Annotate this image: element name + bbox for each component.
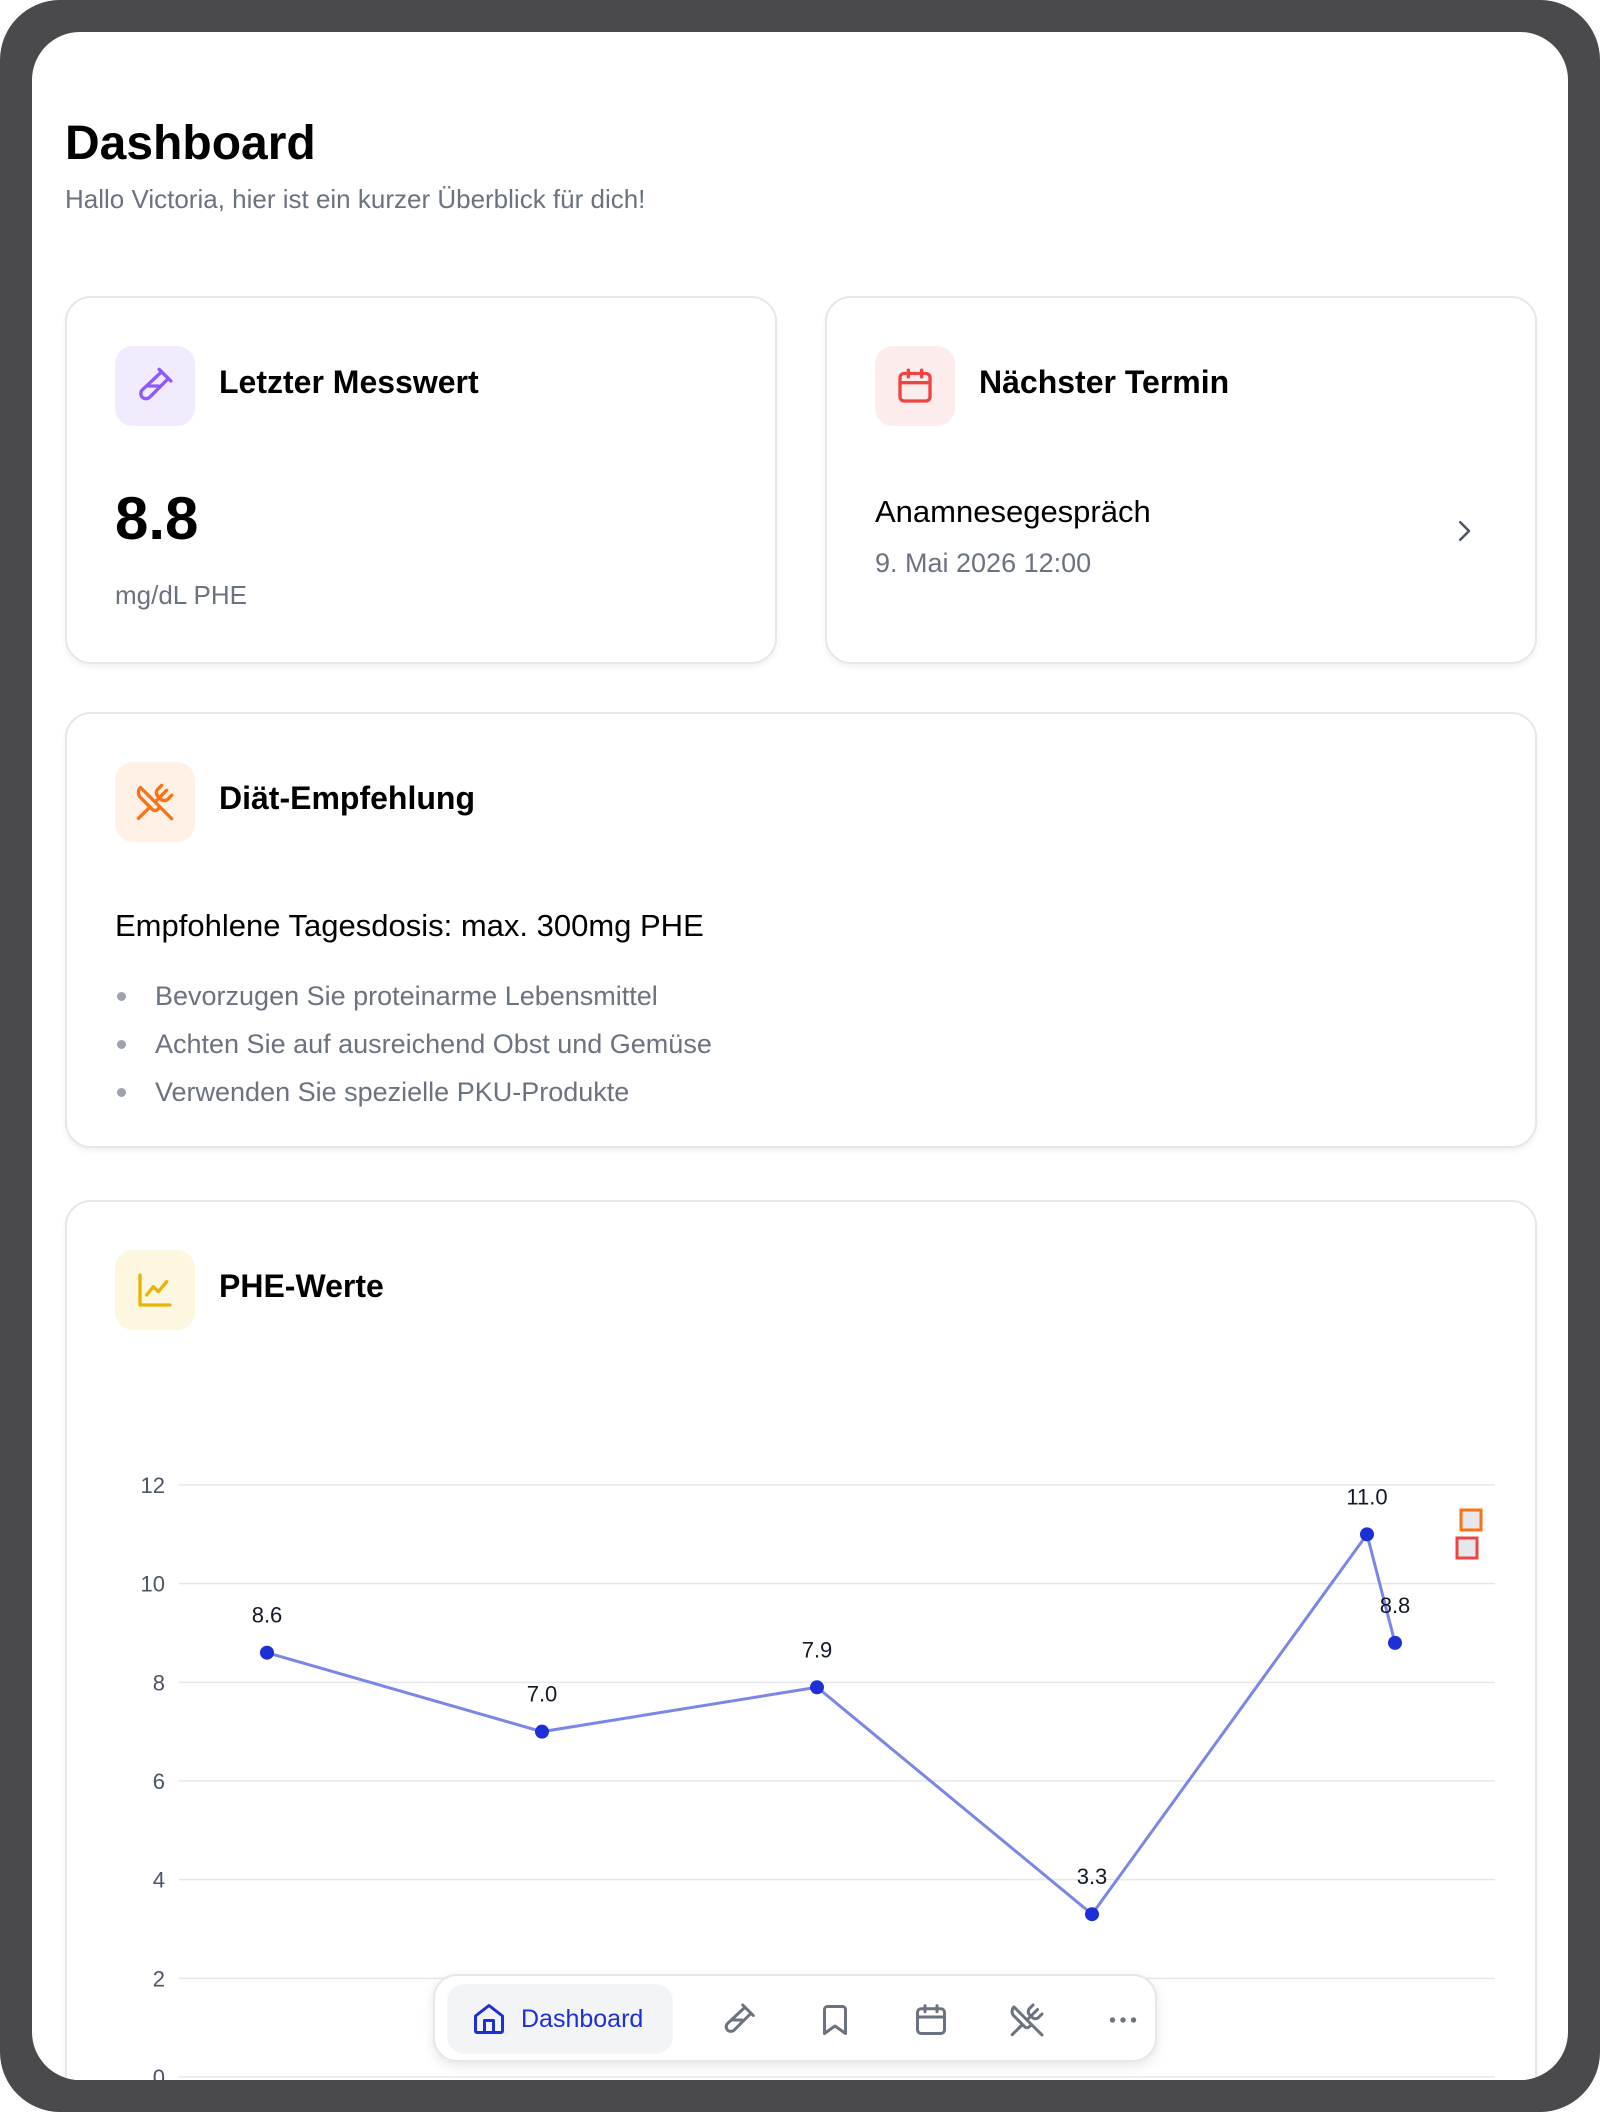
nav-item-label: Dashboard <box>521 2004 644 2033</box>
next-appointment-card[interactable] <box>825 296 1537 664</box>
appointment-title: Anamnesegespräch <box>875 494 1151 529</box>
y-tick-label: 0 <box>152 2065 165 2090</box>
list-item: Bevorzugen Sie proteinarme Lebensmittel <box>115 972 712 1020</box>
data-label: 8.6 <box>251 1602 283 1628</box>
data-label: 3.3 <box>1076 1864 1108 1890</box>
data-point <box>1085 1907 1099 1921</box>
calendar-icon <box>875 346 955 426</box>
y-tick-label: 10 <box>140 1571 165 1597</box>
series-line <box>267 1534 1395 1914</box>
list-item: Verwenden Sie spezielle PKU-Produkte <box>115 1068 712 1116</box>
card-title: PHE-Werte <box>219 1268 384 1304</box>
test-tube-icon <box>115 346 195 426</box>
bookmark-icon <box>817 2002 853 2038</box>
test-tube-icon <box>721 2002 757 2038</box>
y-tick-label: 4 <box>152 1867 165 1893</box>
home-icon <box>471 2001 507 2037</box>
nav-item-diet[interactable] <box>997 1990 1057 2050</box>
data-label: 7.9 <box>801 1637 833 1663</box>
page-title: Dashboard <box>65 117 316 170</box>
card-title: Diät-Empfehlung <box>219 780 475 816</box>
phe-values-card <box>65 1200 1537 2090</box>
calendar-icon <box>913 2002 949 2038</box>
line-chart-icon <box>115 1250 195 1330</box>
nav-item-more[interactable] <box>1093 1990 1153 2050</box>
data-label: 8.8 <box>1379 1592 1411 1618</box>
app-screen <box>32 32 1568 2090</box>
diet-daily-dose: Empfohlene Tagesdosis: max. 300mg PHE <box>115 908 704 943</box>
data-point <box>260 1646 274 1660</box>
data-point <box>535 1725 549 1739</box>
list-item: Achten Sie auf ausreichend Obst und Gemüse <box>115 1020 712 1068</box>
y-tick-label: 8 <box>152 1670 165 1696</box>
last-measurement-unit: mg/dL PHE <box>115 580 247 610</box>
data-label: 11.0 <box>1346 1484 1388 1510</box>
card-title: Nächster Termin <box>979 364 1230 400</box>
nav-item-dashboard[interactable] <box>447 1984 673 2054</box>
data-point <box>1360 1527 1374 1541</box>
data-point <box>1388 1636 1402 1650</box>
nav-item-appointments[interactable] <box>901 1990 961 2050</box>
data-label: 7.0 <box>526 1681 558 1707</box>
diet-tips-list <box>115 972 712 1116</box>
nav-item-bookmarks[interactable] <box>805 1990 865 2050</box>
data-point <box>810 1680 824 1694</box>
more-horizontal-icon <box>1105 2002 1141 2038</box>
last-measurement-card[interactable] <box>65 296 777 664</box>
bottom-navigation <box>433 1974 1157 2062</box>
diet-recommendation-card <box>65 712 1537 1148</box>
appointment-date: 9. Mai 2026 12:00 <box>875 548 1092 578</box>
legend-marker <box>1457 1538 1477 1558</box>
nav-item-measurements[interactable] <box>709 1990 769 2050</box>
legend-marker <box>1461 1510 1481 1530</box>
y-tick-label: 2 <box>152 1966 165 1992</box>
utensils-crossed-icon <box>115 762 195 842</box>
chevron-right-icon[interactable] <box>1449 516 1479 546</box>
utensils-crossed-icon <box>1009 2002 1045 2038</box>
y-tick-label: 6 <box>152 1769 165 1794</box>
card-title: Letzter Messwert <box>219 364 479 400</box>
last-measurement-value: 8.8 <box>115 485 199 552</box>
page-subtitle: Hallo Victoria, hier ist ein kurzer Überblick für dich! <box>65 184 646 214</box>
y-tick-label: 12 <box>140 1473 165 1498</box>
